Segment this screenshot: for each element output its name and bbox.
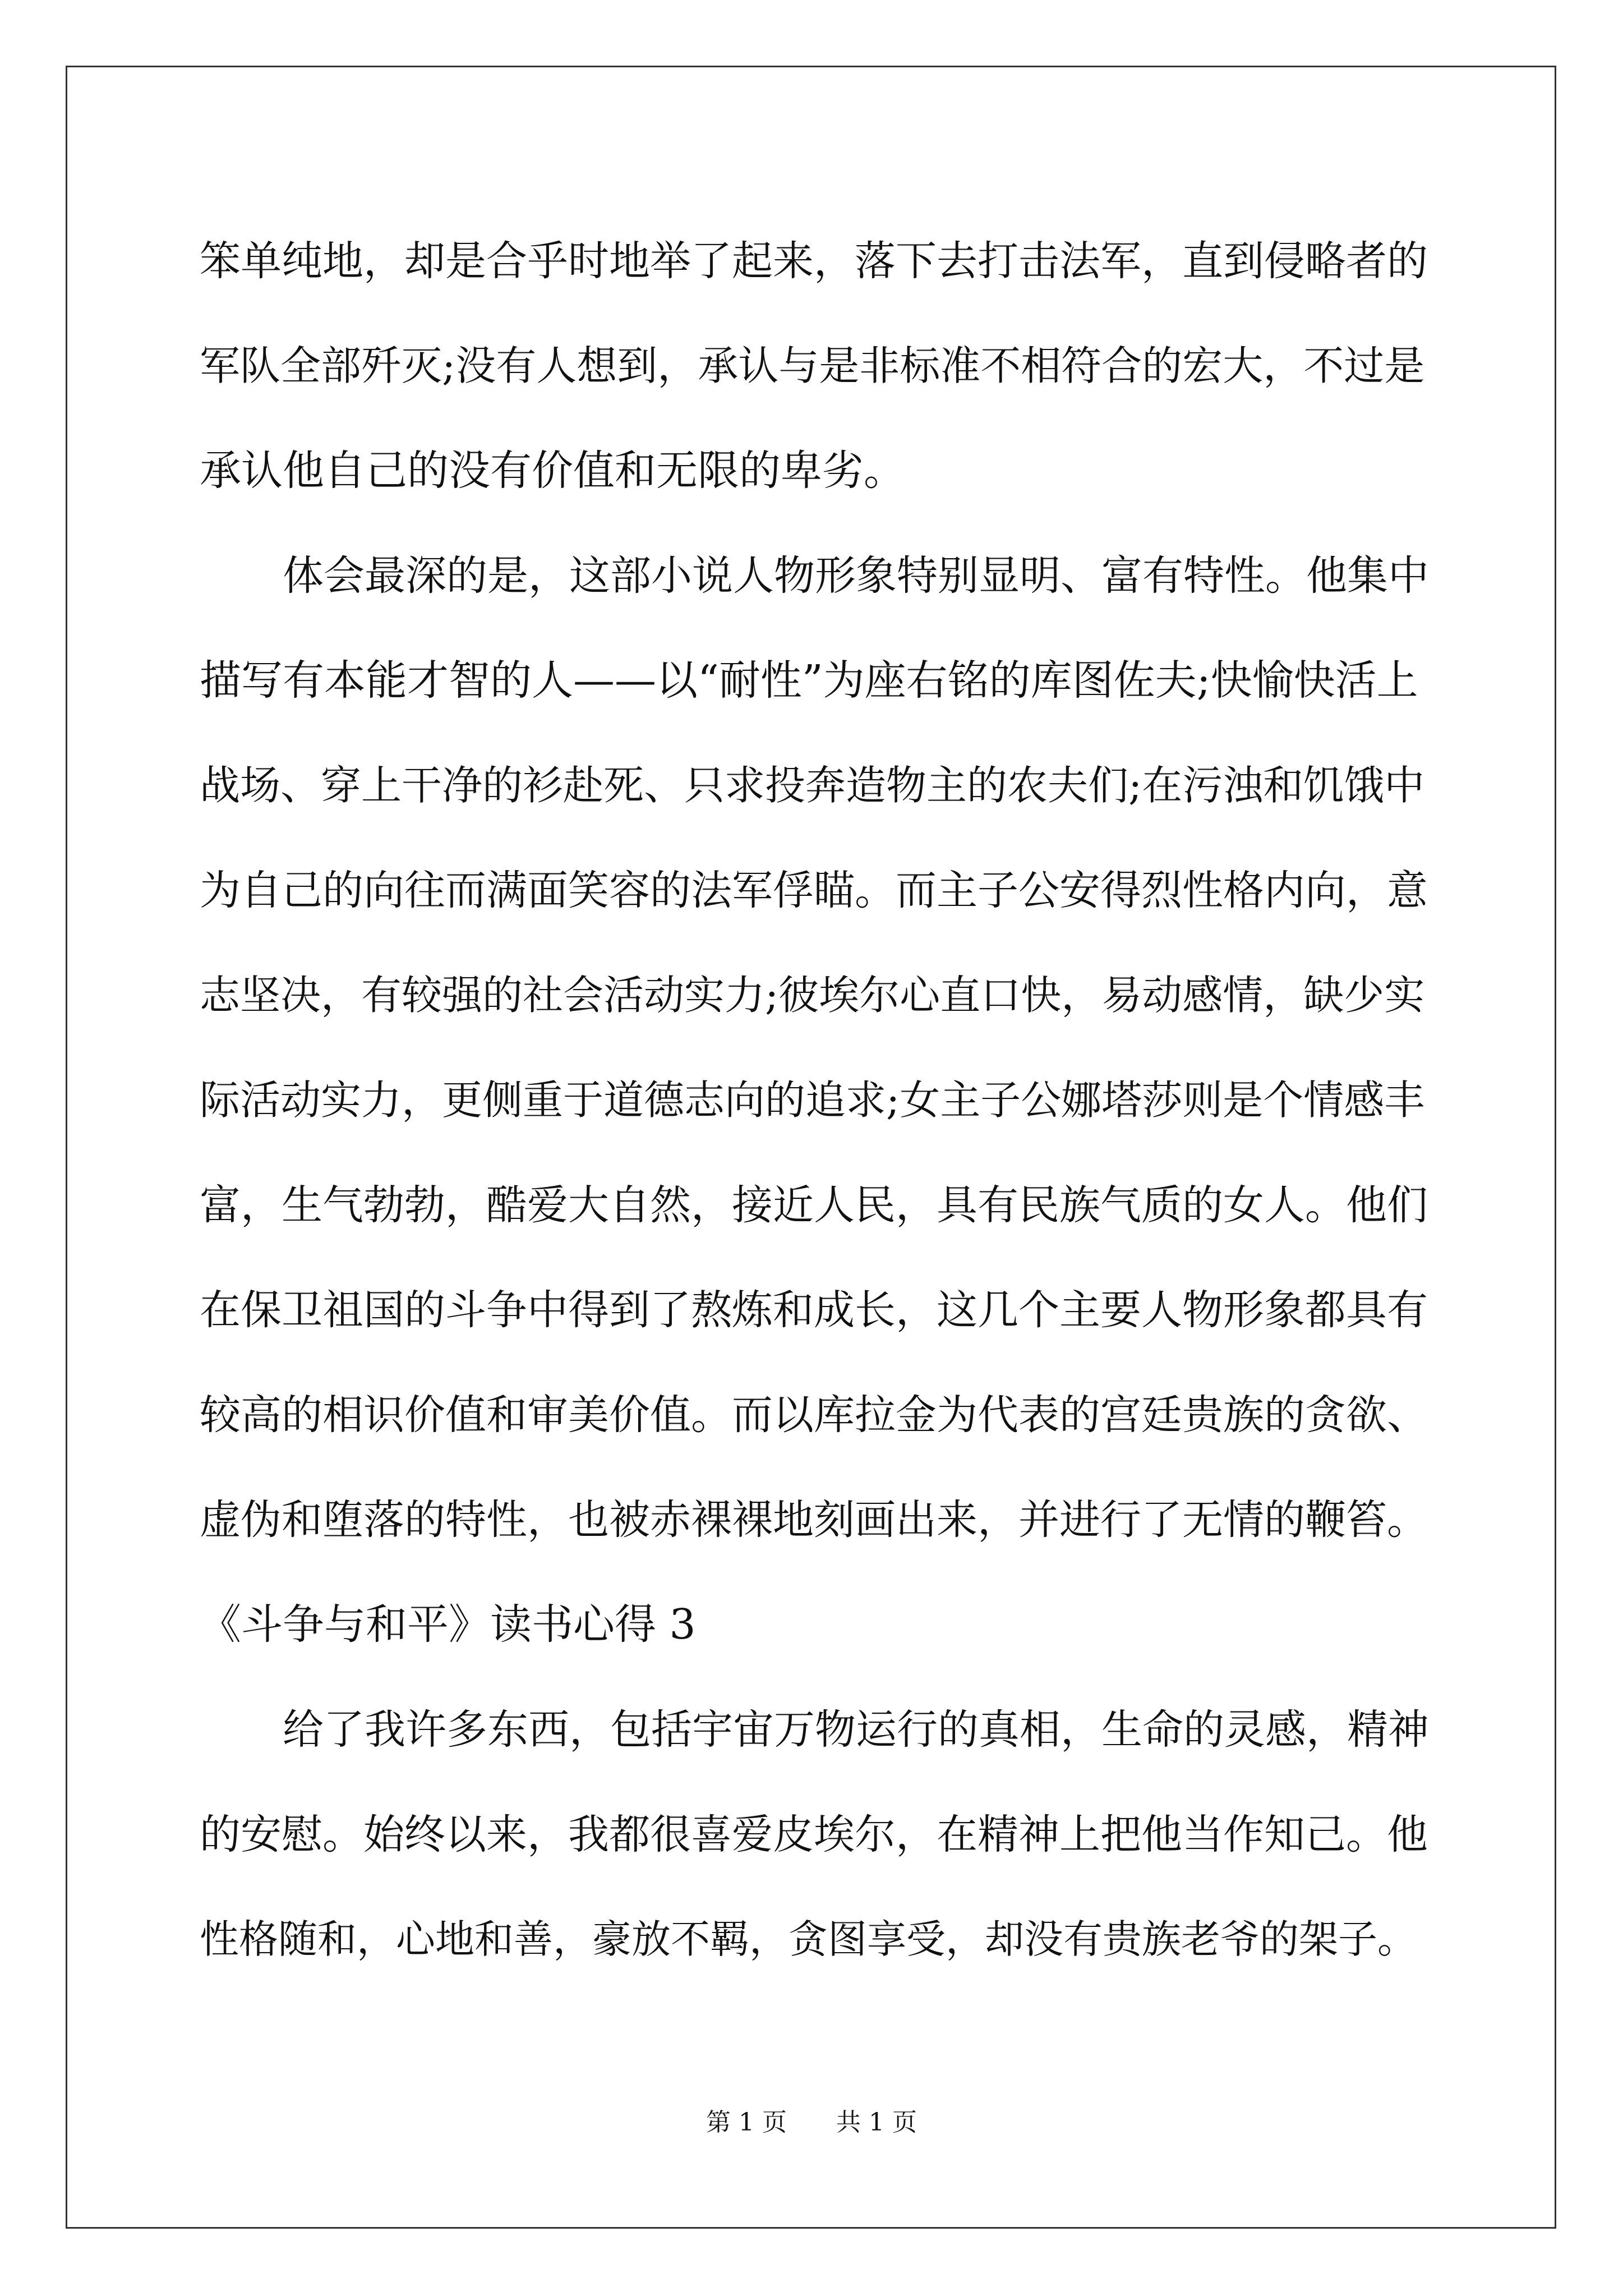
text-line-4: 体会最深的是，这部小说人物形象特别显明、富有特性。他集中: [283, 552, 1429, 600]
text-line-12: 较高的相识价值和审美价值。而以库拉金为代表的宫廷贵族的贪欲、: [200, 1391, 1428, 1439]
text-line-16: 的安慰。始终以来，我都很喜爱皮埃尔，在精神上把他当作知己。他: [200, 1811, 1428, 1858]
section-heading: 《斗争与和平》读书心得 3: [200, 1600, 696, 1649]
page-number-total: 共 1 页: [836, 2108, 917, 2137]
text-line-8: 志坚决，有较强的社会活动实力;彼埃尔心直口快，易动感情，缺少实: [200, 972, 1425, 1019]
text-line-10: 富，生气勃勃，酷爱大自然，接近人民，具有民族气质的女人。他们: [200, 1181, 1428, 1229]
text-line-5: 描写有本能才智的人——以“耐性”为座右铭的库图佐夫;快愉快活上: [200, 656, 1418, 705]
text-line-6: 战场、穿上干净的衫赴死、只求投奔造物主的农夫们;在污浊和饥饿中: [200, 762, 1425, 809]
text-line-15: 给了我许多东西，包括宇宙万物运行的真相，生命的灵感，精神: [283, 1706, 1429, 1754]
page-number-current: 第 1 页: [706, 2108, 787, 2137]
text-line-11: 在保卫祖国的斗争中得到了熬炼和成长，这几个主要人物形象都具有: [200, 1286, 1428, 1334]
text-line-17: 性格随和，心地和善，豪放不羁，贪图享受，却没有贵族老爷的架子。: [200, 1916, 1417, 1962]
text-line-9: 际活动实力，更侧重于道德志向的追求;女主子公娜塔莎则是个情感丰: [200, 1076, 1425, 1124]
text-line-13: 虚伪和堕落的特性，也被赤裸裸地刻画出来，并进行了无情的鞭笞。: [200, 1496, 1428, 1544]
text-line-7: 为自己的向往而满面笑容的法军俘瞄。而主子公安得烈性格内向，意: [200, 867, 1428, 914]
document-body: [200, 209, 1433, 1992]
text-line-3: 承认他自己的没有价值和无限的卑劣。: [200, 447, 905, 495]
text-line-2: 军队全部歼灭;没有人想到，承认与是非标准不相符合的宏大，不过是: [200, 342, 1425, 389]
page-footer: [0, 2106, 1623, 2139]
text-line-1: 笨单纯地，却是合乎时地举了起来，落下去打击法军，直到侵略者的: [200, 237, 1428, 285]
